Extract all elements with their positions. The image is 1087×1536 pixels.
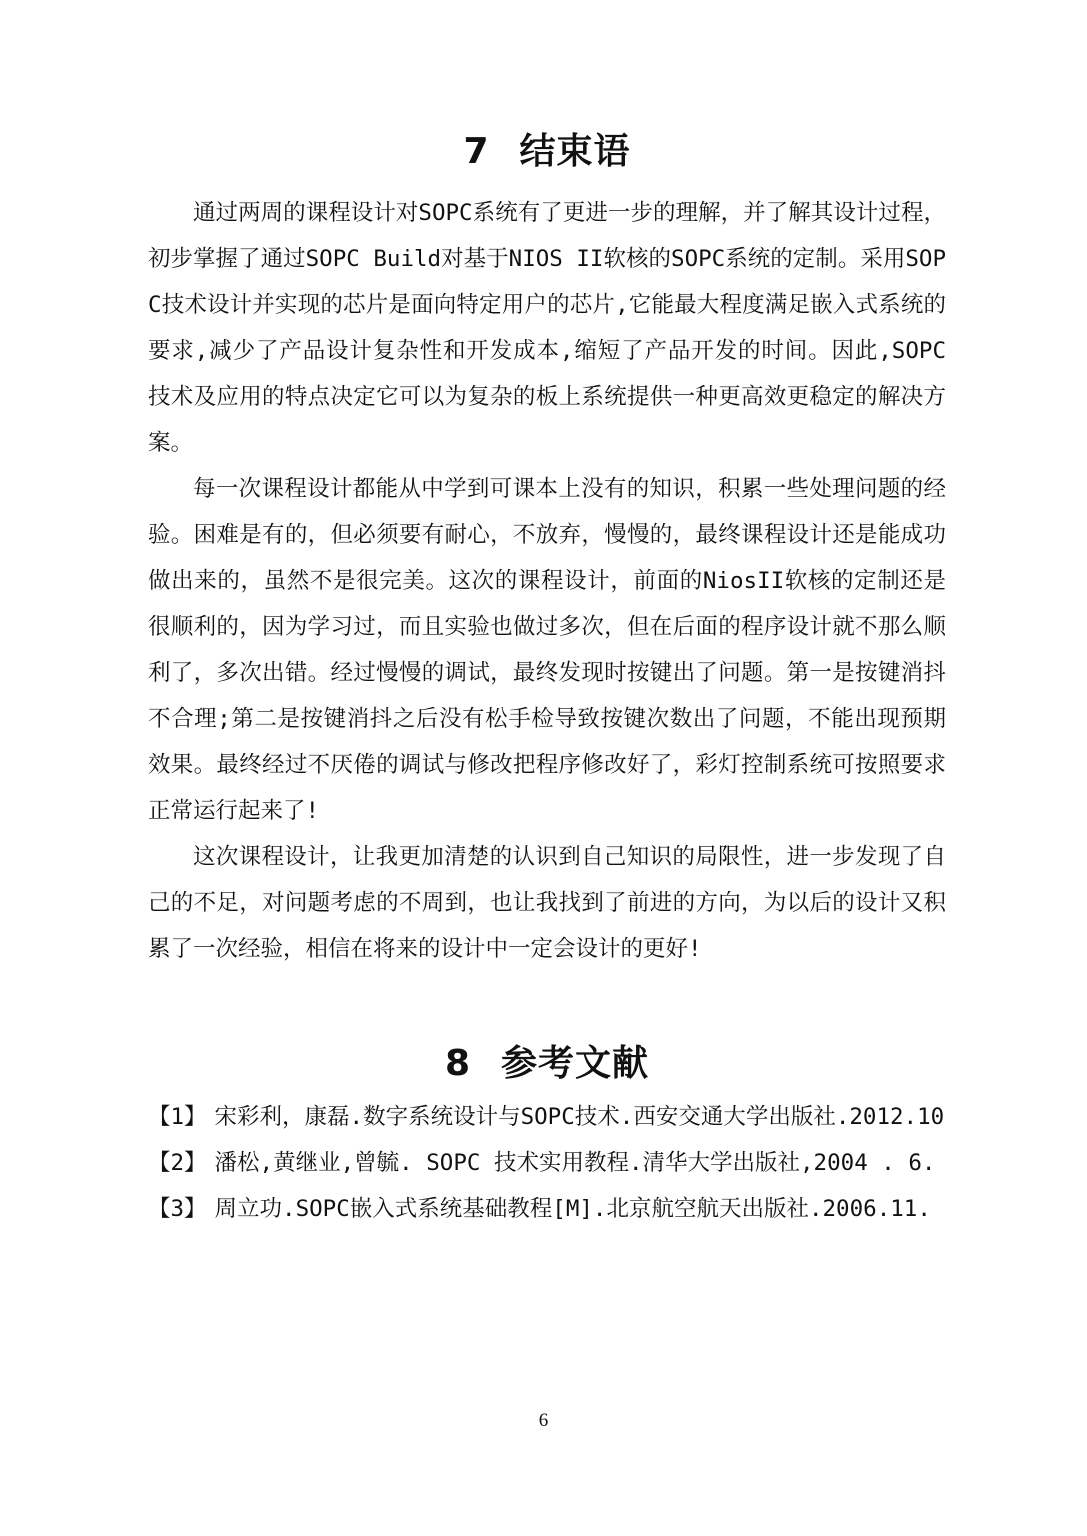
conclusion-paragraph-3: 这次课程设计，让我更加清楚的认识到自己知识的局限性，进一步发现了自己的不足，对问题考虑的不周到，也让我找到了前进的方向，为以后的设计又积累了一次经验，相信在将来的设计中一定会设计的更好!	[148, 844, 946, 962]
section-heading-conclusion	[148, 122, 946, 182]
reference-index: 【1】	[148, 1104, 207, 1130]
reference-text: 宋彩利，康磊.数字系统设计与SOPC技术.西安交通大学出版社.2012.10	[214, 1104, 945, 1130]
reference-text: 周立功.SOPC嵌入式系统基础教程[M].北京航空航天出版社.2006.11.	[214, 1196, 931, 1222]
section-number: 8	[444, 1043, 472, 1084]
reference-item-3	[148, 1186, 946, 1232]
section-title: 参考文献	[501, 1043, 650, 1084]
reference-item-1	[148, 1094, 946, 1140]
reference-index: 【2】	[148, 1150, 207, 1176]
reference-text: 潘松,黄继业,曾毓. SOPC 技术实用教程.清华大学出版社,2004 . 6.	[214, 1150, 936, 1176]
conclusion-paragraph-2: 每一次课程设计都能从中学到可课本上没有的知识，积累一些处理问题的经验。困难是有的，但必须要有耐心，不放弃，慢慢的，最终课程设计还是能成功做出来的，虽然不是很完美。这次的课程设计，前面的NiosII软核的定制还是很顺利的，因为学习过，而且实验也做过多次，但在后面的程序设计就不那么顺利了，多次出错。经过慢慢的调试，最终发现时按键出了问题。第一是按键消抖不合理;第二是按键消抖之后没有松手检导致按键次数出了问题，不能出现预期效果。最终经过不厌倦的调试与修改把程序修改好了，彩灯控制系统可按照要求正常运行起来了!	[148, 476, 946, 824]
reference-index: 【3】	[148, 1196, 207, 1222]
section-title: 结束语	[519, 131, 631, 172]
reference-item-2	[148, 1140, 946, 1186]
conclusion-paragraph-1: 通过两周的课程设计对SOPC系统有了更进一步的理解，并了解其设计过程，初步掌握了通过SOPC Build对基于NIOS II软核的SOPC系统的定制。采用SOPC技术设计并实现的芯片是面向特定用户的芯片,它能最大程度满足嵌入式系统的要求,减少了产品设计复杂性和开发成本,缩短了产品开发的时间。因此,SOPC 技术及应用的特点决定它可以为复杂的板上系统提供一种更高效更稳定的解决方案。	[148, 200, 946, 456]
page-content	[148, 122, 946, 1232]
section-heading-references	[148, 1034, 946, 1094]
page-number: 6	[538, 1410, 549, 1431]
section-number: 7	[463, 131, 490, 172]
